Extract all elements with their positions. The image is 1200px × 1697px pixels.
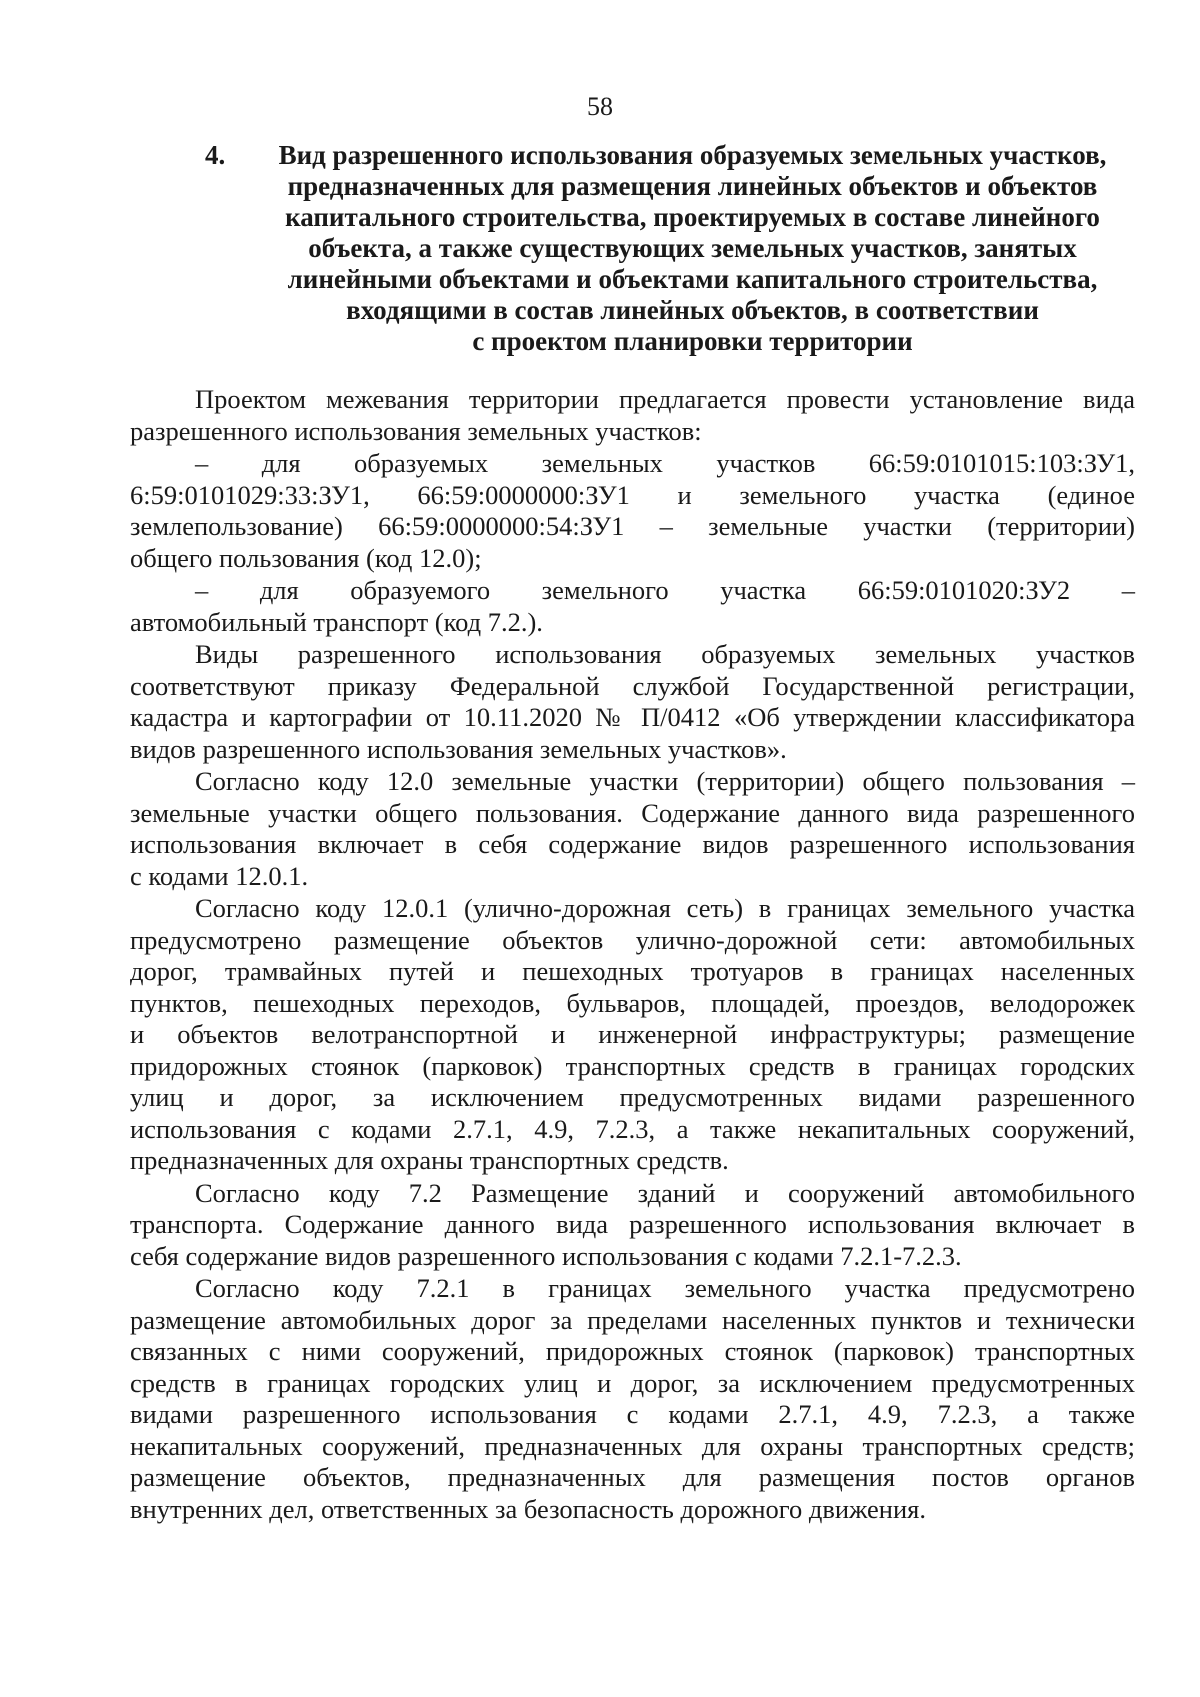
paragraph-line: транспорта. Содержание данного вида разрешенного использования включает в <box>130 1209 1135 1239</box>
paragraph-line: 6:59:0101029:33:ЗУ1, 66:59:0000000:ЗУ1 и земельного участка (единое <box>130 479 1135 510</box>
paragraph <box>130 448 1135 574</box>
paragraph-line: внутренних дел, ответственных за безопасность дорожного движения. <box>130 1493 926 1524</box>
paragraph-line: – для образуемого земельного участка 66:59:0101020:ЗУ2 – <box>195 575 1135 605</box>
paragraph-line: кадастра и картографии от 10.11.2020 № П/0412 «Об утверждении классификатора <box>130 702 1135 732</box>
paragraph <box>130 766 1135 892</box>
page-number: 58 <box>587 92 613 121</box>
paragraph <box>130 384 1135 447</box>
document-body <box>130 384 1135 1526</box>
paragraph-line: Виды разрешенного использования образуемых земельных участков <box>195 639 1135 669</box>
paragraph-line: земельные участки общего пользования. Содержание данного вида разрешенного <box>130 797 1135 828</box>
paragraph-line: – для образуемых земельных участков 66:59:0101015:103:ЗУ1, <box>195 448 1135 478</box>
paragraph-line: видами разрешенного использования с кодами 2.7.1, 4.9, 7.2.3, а также <box>130 1399 1135 1429</box>
paragraph <box>130 1273 1135 1525</box>
paragraph-line: размещение объектов, предназначенных для размещения постов органов <box>130 1462 1135 1492</box>
paragraph-line: использования включает в себя содержание видов разрешенного использования <box>130 829 1135 859</box>
paragraph-line: дорог, трамвайных путей и пешеходных тротуаров в границах населенных <box>130 956 1135 986</box>
paragraph-line: улиц и дорог, за исключением предусмотренных видами разрешенного <box>130 1082 1135 1112</box>
paragraph-line: размещение автомобильных дорог за пределами населенных пунктов и технически <box>130 1304 1135 1335</box>
paragraph-line: средств в границах городских улиц и дорог, за исключением предусмотренных <box>130 1367 1135 1398</box>
heading-line: объекта, а также существующих земельных участков, занятых <box>308 233 1077 263</box>
paragraph-line: общего пользования (код 12.0); <box>130 542 482 573</box>
paragraph-line: предусмотрено размещение объектов улично-дорожной сети: автомобильных <box>130 924 1135 955</box>
paragraph-line: использования с кодами 2.7.1, 4.9, 7.2.3, а также некапитальных сооружений, <box>130 1113 1135 1144</box>
paragraph-line: некапитальных сооружений, предназначенных для охраны транспортных средств; <box>130 1430 1135 1461</box>
section-title <box>245 140 1140 357</box>
paragraph-line: Согласно коду 12.0 земельные участки (территории) общего пользования – <box>195 766 1135 796</box>
section-number: 4. <box>205 140 226 170</box>
paragraph-line: предназначенных для охраны транспортных средств. <box>130 1145 729 1175</box>
paragraph-line: видов разрешенного использования земельных участков». <box>130 733 787 764</box>
heading-line: предназначенных для размещения линейных объектов и объектов <box>287 171 1098 201</box>
heading-line: с проектом планировки территории <box>472 326 913 356</box>
paragraph-line: Проектом межевания территории предлагается провести установление вида <box>195 384 1135 414</box>
heading-line: линейными объектами и объектами капитального строительства, <box>287 264 1098 294</box>
paragraph-line: себя содержание видов разрешенного использования с кодами 7.2.1-7.2.3. <box>130 1240 962 1271</box>
section-heading <box>205 140 1140 357</box>
paragraph <box>130 1178 1135 1273</box>
paragraph-line: разрешенного использования земельных участков: <box>130 415 702 446</box>
paragraph-line: Согласно коду 7.2 Размещение зданий и сооружений автомобильного <box>195 1177 1135 1208</box>
paragraph-line: соответствуют приказу Федеральной службой Государственной регистрации, <box>130 670 1135 701</box>
paragraph-line: пунктов, пешеходных переходов, бульваров, площадей, проездов, велодорожек <box>130 987 1135 1018</box>
paragraph-line: придорожных стоянок (парковок) транспортных средств в границах городских <box>130 1050 1135 1081</box>
paragraph-line: Согласно коду 12.0.1 (улично-дорожная сеть) в границах земельного участка <box>195 893 1135 923</box>
paragraph <box>130 575 1135 638</box>
heading-line: Вид разрешенного использования образуемых земельных участков, <box>278 140 1107 170</box>
paragraph-line: автомобильный транспорт (код 7.2.). <box>130 606 543 637</box>
paragraph-line: Согласно коду 7.2.1 в границах земельного участка предусмотрено <box>195 1273 1135 1303</box>
paragraph-line: землепользование) 66:59:0000000:54:ЗУ1 – земельные участки (территории) <box>130 511 1135 541</box>
heading-line: капитального строительства, проектируемых в составе линейного <box>285 202 1100 232</box>
heading-line: входящими в состав линейных объектов, в соответствии <box>346 295 1039 325</box>
paragraph-line: с кодами 12.0.1. <box>130 860 309 891</box>
paragraph <box>130 639 1135 765</box>
paragraph-line: связанных с ними сооружений, придорожных стоянок (парковок) транспортных <box>130 1336 1135 1366</box>
paragraph-line: и объектов велотранспортной и инженерной инфраструктуры; размещение <box>130 1019 1135 1049</box>
paragraph <box>130 893 1135 1177</box>
